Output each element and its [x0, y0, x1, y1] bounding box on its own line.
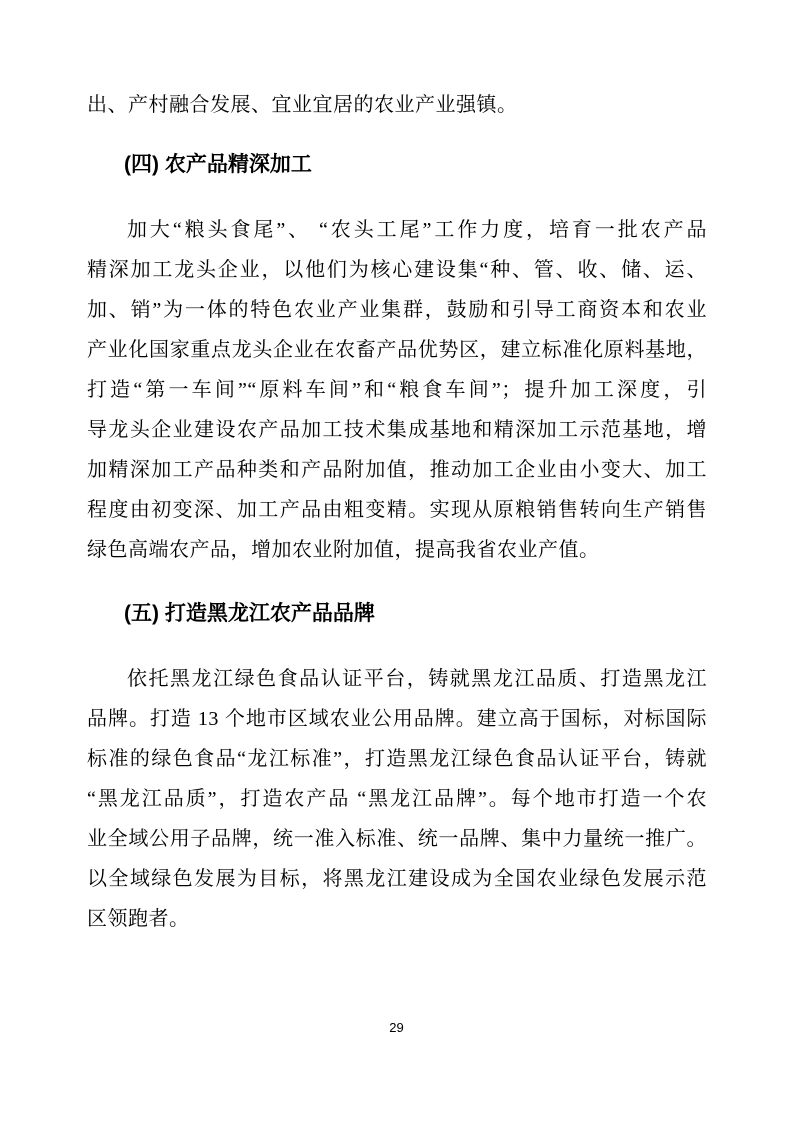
- text-line: 导龙头企业建设农产品加工技术集成基地和精深加工示范基地，增: [87, 419, 707, 441]
- text-line: 加大“粮头食尾”、 “农头工尾”工作力度，培育一批农产品: [127, 219, 707, 241]
- text-line: 标准的绿色食品“龙江标准”，打造黑龙江绿色食品认证平台，铸就: [87, 748, 707, 770]
- text-line: 加、销”为一体的特色农业产业集群，鼓励和引导工商资本和农业: [87, 299, 707, 321]
- text-line: 依托黑龙江绿色食品认证平台，铸就黑龙江品质、打造黑龙江: [127, 668, 707, 690]
- text-line: 加精深加工产品种类和产品附加值，推动加工企业由小变大、加工: [87, 459, 707, 481]
- paragraph-brand-building: [87, 659, 707, 939]
- text-line: 区领跑者。: [87, 908, 190, 930]
- text-line: 以全域绿色发展为目标，将黑龙江建设成为全国农业绿色发展示范: [87, 868, 707, 890]
- paragraph-deep-processing: [87, 210, 707, 570]
- text-line: 打造“第一车间”“原料车间”和“粮食车间”；提升加工深度，引: [87, 379, 707, 401]
- document-body: [87, 85, 707, 939]
- section-heading-5: (五) 打造黑龙江农产品品牌: [124, 602, 375, 625]
- page-number: 29: [389, 1020, 404, 1035]
- text-line: 程度由初变深、加工产品由粗变精。实现从原粮销售转向生产销售: [87, 499, 707, 521]
- text-line: 产业化国家重点龙头企业在农畜产品优势区，建立标准化原料基地，: [87, 339, 707, 361]
- section-heading-4: (四) 农产品精深加工: [124, 153, 312, 176]
- text-line: 业全域公用子品牌，统一准入标准、统一品牌、集中力量统一推广。: [87, 828, 707, 850]
- text-line: 绿色高端农产品，增加农业附加值，提高我省农业产值。: [87, 539, 600, 561]
- text-line: 精深加工龙头企业，以他们为核心建设集“种、管、收、储、运、: [87, 259, 707, 281]
- text-line: “黑龙江品质”，打造农产品 “黑龙江品牌”。每个地市打造一个农: [87, 788, 707, 810]
- text-line: 品牌。打造 13 个地市区域农业公用品牌。建立高于国标，对标国际: [87, 708, 707, 730]
- continuation-paragraph-line: 出、产村融合发展、宜业宜居的农业产业强镇。: [87, 94, 518, 116]
